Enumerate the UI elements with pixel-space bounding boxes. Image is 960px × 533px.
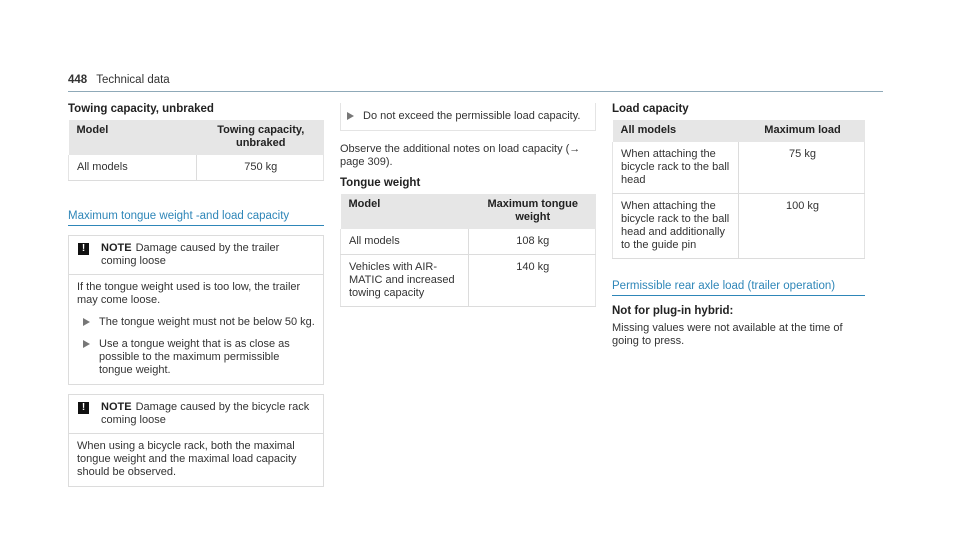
table-header-cell: Model	[341, 194, 469, 229]
note-label: NOTE	[101, 401, 132, 413]
hybrid-heading: Not for plug-in hybrid:	[612, 305, 734, 317]
note-header	[69, 236, 323, 274]
note-body	[69, 274, 323, 384]
warning-icon: !	[78, 243, 89, 255]
table-row	[613, 142, 865, 194]
list-item	[77, 316, 315, 329]
note-bicycle-box	[68, 394, 324, 487]
note-title: Damage caused by the trailer coming loose	[101, 242, 280, 267]
table-header-row	[69, 120, 324, 155]
observe-notes-text: Observe the additional notes on load capacity (→ page 309).	[340, 143, 581, 168]
note-text: When using a bicycle rack, both the maximal tongue weight and the maximal load capacity should be observed.	[77, 440, 297, 478]
tongue-weight-table	[340, 194, 596, 307]
towing-capacity-table	[68, 120, 324, 181]
header-divider	[68, 91, 883, 92]
table-cell: 108 kg	[468, 229, 596, 255]
table-header-cell: Towing capacity, unbraked	[196, 120, 324, 155]
table-cell: All models	[341, 229, 469, 255]
table-header-row	[613, 120, 865, 142]
arrow-right-icon	[83, 340, 90, 348]
table-cell: 100 kg	[739, 194, 865, 259]
page-header	[68, 74, 170, 86]
tongue-weight-heading: Tongue weight	[340, 177, 421, 189]
table-cell: When attaching the bicycle rack to the ball head and additionally to the guide pin	[613, 194, 739, 259]
note-header	[69, 395, 323, 433]
table-cell: All models	[69, 155, 197, 181]
table-row	[341, 229, 596, 255]
table-cell: 750 kg	[196, 155, 324, 181]
list-item-text: The tongue weight must not be below 50 kg.	[99, 316, 315, 328]
table-header-cell: All models	[613, 120, 739, 142]
note-title: Damage caused by the bicycle rack coming loose	[101, 401, 310, 426]
list-item	[341, 110, 587, 123]
table-row	[613, 194, 865, 259]
towing-capacity-heading: Towing capacity, unbraked	[68, 103, 214, 115]
table-cell: 140 kg	[468, 255, 596, 307]
column-left	[68, 103, 324, 487]
column-middle	[340, 103, 596, 307]
section-title: Technical data	[96, 74, 170, 86]
note-trailer-box	[68, 235, 324, 385]
table-row	[69, 155, 324, 181]
page-number: 448	[68, 74, 88, 86]
load-capacity-heading: Load capacity	[612, 103, 689, 115]
arrow-right-icon	[83, 318, 90, 326]
table-header-row	[341, 194, 596, 229]
warning-icon: !	[78, 402, 89, 414]
table-header-cell: Maximum tongue weight	[468, 194, 596, 229]
note-text: If the tongue weight used is too low, the trailer may come loose.	[77, 281, 301, 306]
list-item-text: Do not exceed the permissible load capacity.	[363, 110, 581, 122]
table-row	[341, 255, 596, 307]
note-body	[69, 433, 323, 486]
note-bicycle-continued	[340, 103, 596, 131]
list-item	[77, 338, 315, 377]
list-item-text: Use a tongue weight that is as close as possible to the maximum permissible tongue weight.	[99, 338, 290, 376]
note-label: NOTE	[101, 242, 132, 254]
table-cell: Vehicles with AIR-MATIC and increased towing capacity	[341, 255, 469, 307]
tongue-weight-link-heading[interactable]: Maximum tongue weight -and load capacity	[68, 210, 324, 226]
table-header-cell: Maximum load	[739, 120, 865, 142]
table-cell: When attaching the bicycle rack to the ball head	[613, 142, 739, 194]
arrow-right-icon	[347, 112, 354, 120]
hybrid-text: Missing values were not available at the time of going to press.	[612, 322, 843, 347]
column-right	[612, 103, 865, 348]
table-header-cell: Model	[69, 120, 197, 155]
rear-axle-link-heading[interactable]: Permissible rear axle load (trailer operation)	[612, 280, 865, 296]
table-cell: 75 kg	[739, 142, 865, 194]
load-capacity-table	[612, 120, 865, 259]
